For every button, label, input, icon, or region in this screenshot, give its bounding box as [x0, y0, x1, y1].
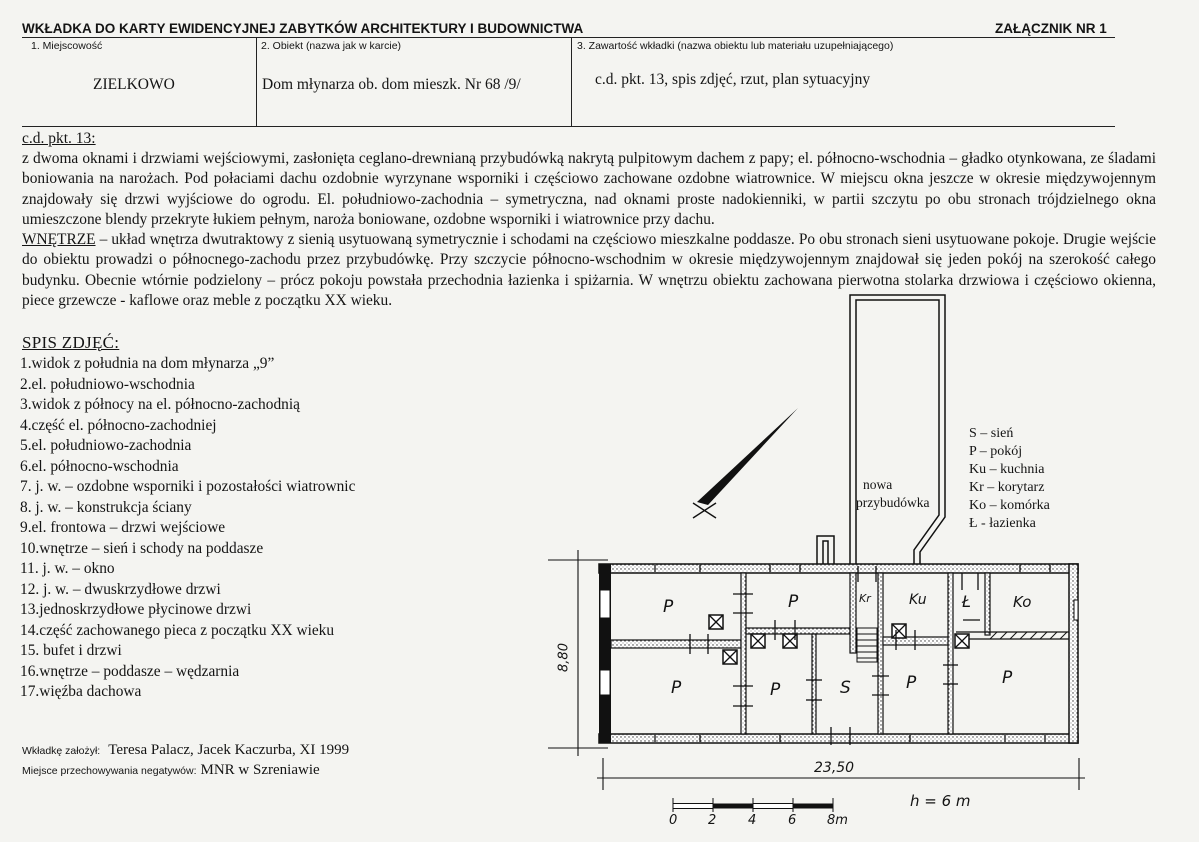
annex-label-line2: przybudówka: [856, 495, 930, 510]
author-value: Teresa Palacz, Jacek Kaczurba, XI 1999: [108, 742, 350, 758]
annex-label-line1: nowa: [863, 477, 893, 492]
stove-icon: [723, 650, 737, 664]
scale-label: 4: [748, 813, 757, 828]
description-paragraph-1: z dwoma oknami i drzwiami wejściowymi, zasłonięta ceglano-drewnianą przybudówką nakrytą pulpitowym dachem z papy; el. północno-wschodnia – gładko otynkowana, ze śladami boniowania na narożach. Pod połaciami dachu ozdobnie wyrzynane wsporniki i częściowo zachowane ozdobne wiatrownice. W miejscu okna jeszcze w okresie międzywojennym znajdowały się drzwi wyjściowe do ogrodu. El. południowo-zachodnia – symetryczna, nad oknami proste nadokienniki, w partii szczytu po obu stronach trójdzielnego okna umieszczone blendy przekryte łukiem pełnym, naroża boniowane, ozdobne wsporniki i wiatrownice przy dachu.: [22, 150, 1156, 228]
height-note: h = 6 m: [910, 792, 971, 810]
photo-item: 9.el. frontowa – drzwi wejściowe: [20, 519, 226, 536]
room-label: Ł: [962, 592, 971, 611]
author-row: [22, 741, 349, 759]
legend-item: P – pokój: [969, 444, 1023, 459]
room-label: P: [906, 673, 917, 693]
photo-list-title: SPIS ZDJĘĆ:: [22, 333, 120, 352]
photo-item: 10.wnętrze – sień i schody na poddasze: [20, 539, 264, 557]
photo-item: 15. bufet i drzwi: [20, 642, 122, 659]
photo-item: 5.el. południowo-zachodnia: [20, 437, 192, 454]
stove-icon: [751, 634, 765, 648]
photo-item: 16.wnętrze – poddasze – wędzarnia: [20, 662, 240, 680]
photo-item: 8. j. w. – konstrukcja ściany: [20, 498, 192, 516]
room-label: Ko: [1013, 593, 1032, 611]
storage-value: MNR w Szreniawie: [200, 762, 320, 778]
staircase: [857, 628, 877, 662]
annex-label: [856, 476, 929, 512]
photo-item: 4.część el. północno-zachodniej: [20, 416, 217, 434]
depth-dimension: 8,80: [556, 643, 572, 672]
photo-item: 3.widok z północy na el. północno-zachodnią: [20, 396, 300, 413]
photo-item: 13.jednoskrzydłowe płycinowe drzwi: [20, 601, 252, 618]
scale-label: 6: [788, 813, 797, 828]
room-label: P: [671, 678, 682, 698]
legend-item: Ko – komórka: [969, 498, 1050, 513]
object-label: 2. Obiekt (nazwa jak w karcie): [261, 40, 402, 52]
north-arrow-icon: [693, 408, 798, 518]
locality-label: 1. Miejscowość: [31, 40, 103, 52]
stove-icon: [709, 615, 723, 629]
photo-item: 6.el. północno-wschodnia: [20, 457, 179, 475]
stove-icon: [892, 624, 906, 638]
locality-value: ZIELKOWO: [93, 76, 175, 93]
hatched-partition: [990, 632, 1067, 639]
contents-label: 3. Zawartość wkładki (nazwa obiektu lub materiału uzupełniającego): [577, 40, 894, 52]
room-label: P: [663, 597, 674, 617]
continuation-label: c.d. pkt. 13:: [22, 130, 96, 147]
room-label: P: [1002, 668, 1013, 688]
scale-label: 8m: [827, 813, 848, 828]
photo-item: 12. j. w. – dwuskrzydłowe drzwi: [20, 580, 221, 598]
scale-label: 2: [708, 813, 717, 828]
room-label: P: [770, 680, 781, 700]
room-label: S: [840, 678, 851, 698]
photo-item: 17.więźba dachowa: [20, 683, 142, 700]
annex-number: ZAŁĄCZNIK NR 1: [995, 21, 1107, 36]
scale-bar: [673, 798, 833, 812]
width-dimension: 23,50: [814, 760, 855, 776]
outer-walls: [599, 564, 1078, 743]
interior-text: – układ wnętrza dwutraktowy z sienią usytuowaną symetrycznie i schodami na częściowo mieszkalne poddasze. Po obu stronach sieni usytuowane pokoje. Drugie wejście do obiektu prowadzi o północnego-zachodu przez przybudówkę. Przy szczycie północno-wschodnim w okresie międzywojennym znajdował się jeden pokój na szerokość całego budynku. Obecnie wtórnie podzielony – prócz pokoju powstała przechodnia łazienka i spiżarnia. W wnętrzu obiektu zachowana pierwotna stolarka drzwiowa i częściowo okienna, piece grzewcze - kaflowe oraz meble z początku XX wieku.: [22, 231, 1156, 310]
photo-item: 11. j. w. – okno: [20, 560, 115, 577]
room-label: Ku: [909, 592, 927, 608]
document-title: WKŁADKA DO KARTY EWIDENCYJNEJ ZABYTKÓW ARCHITEKTURY I BUDOWNICTWA: [22, 21, 584, 36]
room-label: P: [788, 592, 799, 612]
scale-label: 0: [669, 813, 678, 828]
object-value: Dom młynarza ob. dom mieszk. Nr 68 /9/: [262, 76, 521, 93]
legend-item: Ł - łazienka: [969, 516, 1036, 531]
contents-value: c.d. pkt. 13, spis zdjęć, rzut, plan sytuacyjny: [595, 71, 871, 88]
storage-label: Miejsce przechowywania negatywów:: [22, 765, 197, 777]
interior-walls: [611, 573, 1069, 734]
legend-item: Kr – korytarz: [969, 480, 1045, 495]
photo-item: 7. j. w. – ozdobne wsporniki i pozostałości wiatrownic: [20, 478, 356, 495]
photo-item: 1.widok z południa na dom młynarza „9”: [20, 355, 275, 372]
legend-item: S – sień: [969, 426, 1014, 441]
stove-icon: [955, 634, 969, 648]
interior-label: WNĘTRZE: [22, 231, 96, 249]
photo-item: 2.el. południowo-wschodnia: [20, 375, 195, 393]
annex-outline: [817, 295, 945, 564]
author-label: Wkładkę założył:: [22, 745, 101, 757]
legend-item: Ku – kuchnia: [969, 462, 1045, 477]
room-label: Kr: [859, 592, 871, 605]
storage-row: [22, 761, 320, 779]
photo-item: 14.część zachowanego pieca z początku XX wieku: [20, 621, 335, 639]
